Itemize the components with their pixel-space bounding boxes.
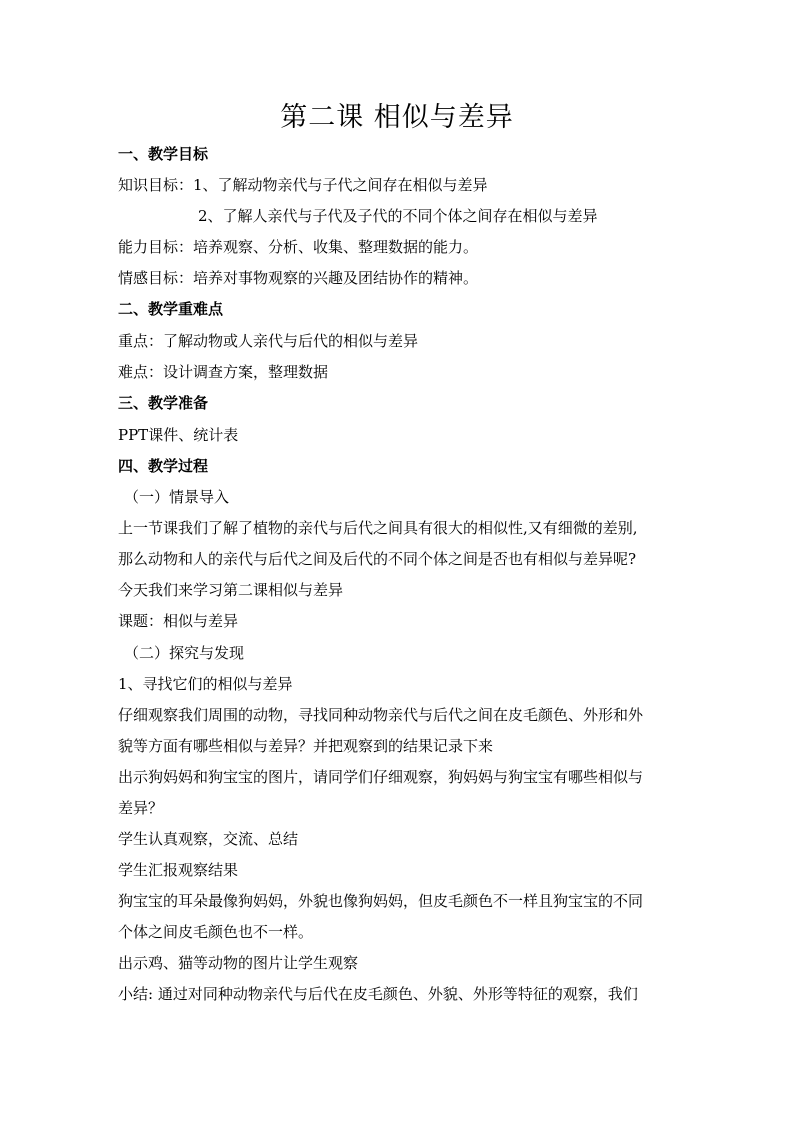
subsection-intro: （一）情景导入 [124,488,230,506]
paragraph-line: 学生认真观察，交流、总结 [118,830,299,848]
activity-heading: 1、寻找它们的相似与差异 [118,675,293,693]
section-heading-preparation: 三、教学准备 [118,394,209,412]
paragraph-line: 学生汇报观察结果 [118,861,239,879]
ability-goal: 能力目标：培养观察、分析、收集、整理数据的能力。 [118,238,479,256]
section-heading-process: 四、教学过程 [118,457,209,475]
paragraph-line: 狗宝宝的耳朵最像狗妈妈，外貌也像狗妈妈，但皮毛颜色不一样且狗宝宝的不同 [118,892,644,910]
paragraph-line: 差异？ [118,799,164,817]
knowledge-goal-2: 2、了解人亲代与子代及子代的不同个体之间存在相似与差异 [198,207,598,225]
paragraph-line: 那么动物和人的亲代与后代之间及后代的不同个体之间是否也有相似与差异呢? [118,550,637,568]
emotion-goal: 情感目标：培养对事物观察的兴趣及团结协作的精神。 [118,269,479,287]
difficult-point: 难点：设计调查方案，整理数据 [118,363,329,381]
knowledge-goal-1: 知识目标：1、了解动物亲代与子代之间存在相似与差异 [118,176,488,194]
paragraph-line: 出示鸡、猫等动物的图片让学生观察 [118,954,359,972]
paragraph-line: 仔细观察我们周围的动物，寻找同种动物亲代与后代之间在皮毛颜色、外形和外 [118,706,644,724]
paragraph-line: 今天我们来学习第二课相似与差异 [118,581,344,599]
paragraph-line: 出示狗妈妈和狗宝宝的图片，请同学们仔细观察，狗妈妈与狗宝宝有哪些相似与 [118,768,644,786]
summary-line: 小结: 通过对同种动物亲代与后代在皮毛颜色、外貌、外形等特征的观察，我们 [118,985,638,1003]
section-heading-objectives: 一、教学目标 [118,145,209,163]
page-title: 第二课 相似与差异 [280,102,514,133]
paragraph-line: 貌等方面有哪些相似与差异？并把观察到的结果记录下来 [118,737,494,755]
lesson-topic: 课题：相似与差异 [118,612,239,630]
paragraph-line: 个体之间皮毛颜色也不一样。 [118,923,314,941]
preparation-items: PPT课件、统计表 [118,426,239,444]
subsection-explore: （二）探究与发现 [124,644,245,662]
section-heading-key-points: 二、教学重难点 [118,300,224,318]
key-point: 重点：了解动物或人亲代与后代的相似与差异 [118,332,419,350]
paragraph-line: 上一节课我们了解了植物的亲代与后代之间具有很大的相似性,又有细微的差别, [118,519,638,537]
